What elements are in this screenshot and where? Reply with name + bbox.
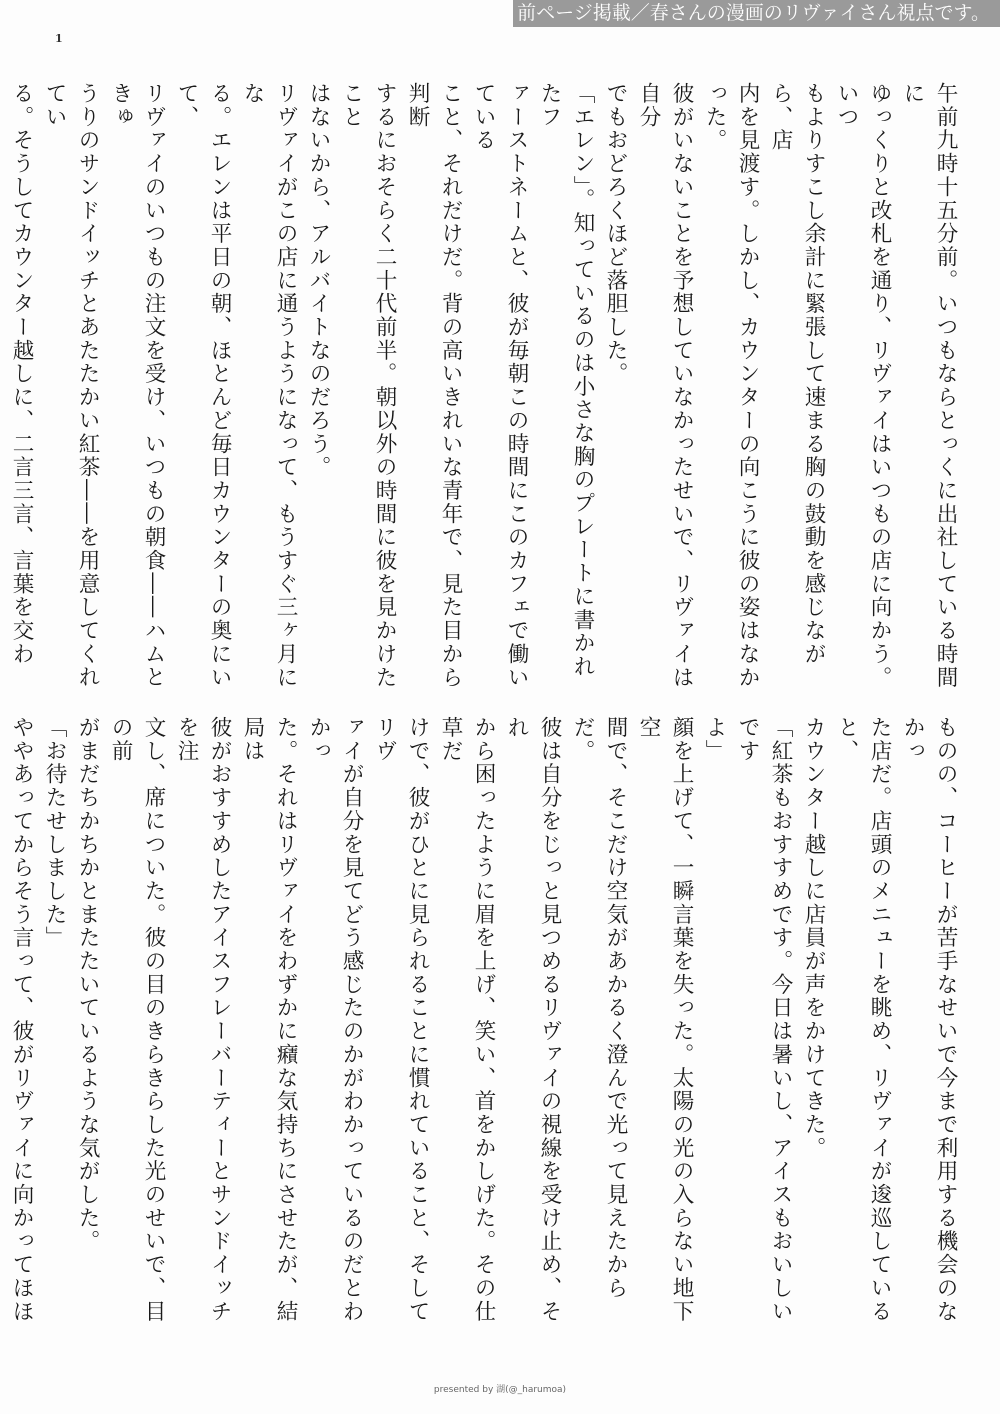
credit-footer: presented by 湖(@_harumoa) [433,1385,567,1395]
header-banner: 前ページ掲載／春さんの漫画のリヴァイさん視点です。 [513,0,1000,27]
lower-text-block: ものの、コーヒーが苦手なせいで今まで利用する機会のなかっ た店だ。店頭のメニューを眺め、リヴァイが逡巡していると、 カウンター越しに店員が声をかけてきた。 「紅茶もおすすめです。今日は暑いし、アイスもおいしいです よ」 顔を上げて、一瞬言葉を失った。太陽の光の入らない地下空 間で、そこだけ空気があかるく澄んで光って見えたからだ。 彼は自分をじっと見つめるリヴァイの視線を受け止め、それ から困ったように眉を上げ、笑い、首をかしげた。その仕草だ けで、彼がひとに見られることに慣れていること、そしてリヴ ァイが自分を見てどう感じたのかがわかっているのだとわかっ た。それはリヴァイをわずかに癪な気持ちにさせたが、結局は 彼がおすすめしたアイスフレーバーティーとサンドイッチを注 文し、席についた。彼の目のきらきらした光のせいで、目の前 がまだちかちかとまたたいているような気がした。 「お待たせしました」 ややあってからそう言って、彼がリヴァイに向かってほほ [9,716,958,1324]
page-number: 1 [55,32,63,45]
upper-text-block: 午前九時十五分前。いつもならとっくに出社している時間に ゆっくりと改札を通り、リヴァイはいつもの店に向かう。いつ もよりすこし余計に緊張して速まる胸の鼓動を感じながら、店 内を見渡す。しかし、カウンターの向こうに彼の姿はなかった。 彼がいないことを予想していなかったせいで、リヴァイは自分 でもおどろくほど落胆した。 「エレン」。知っているのは小さな胸のプレートに書かれたフ ァーストネームと、彼が毎朝この時間にこのカフェで働いている こと、それだけだ。背の高いきれいな青年で、見た目から判断 するにおそらく二十代前半。朝以外の時間に彼を見かけたこと はないから、アルバイトなのだろう。 リヴァイがこの店に通うようになって、もうすぐ三ヶ月にな る。エレンは平日の朝、ほとんど毎日カウンターの奥にいて、 リヴァイのいつもの注文を受け、いつもの朝食――ハムときゅ うりのサンドイッチとあたたかい紅茶――を用意してくれてい る。そうしてカウンター越しに、二言三言、言葉を交わ [9,82,958,690]
